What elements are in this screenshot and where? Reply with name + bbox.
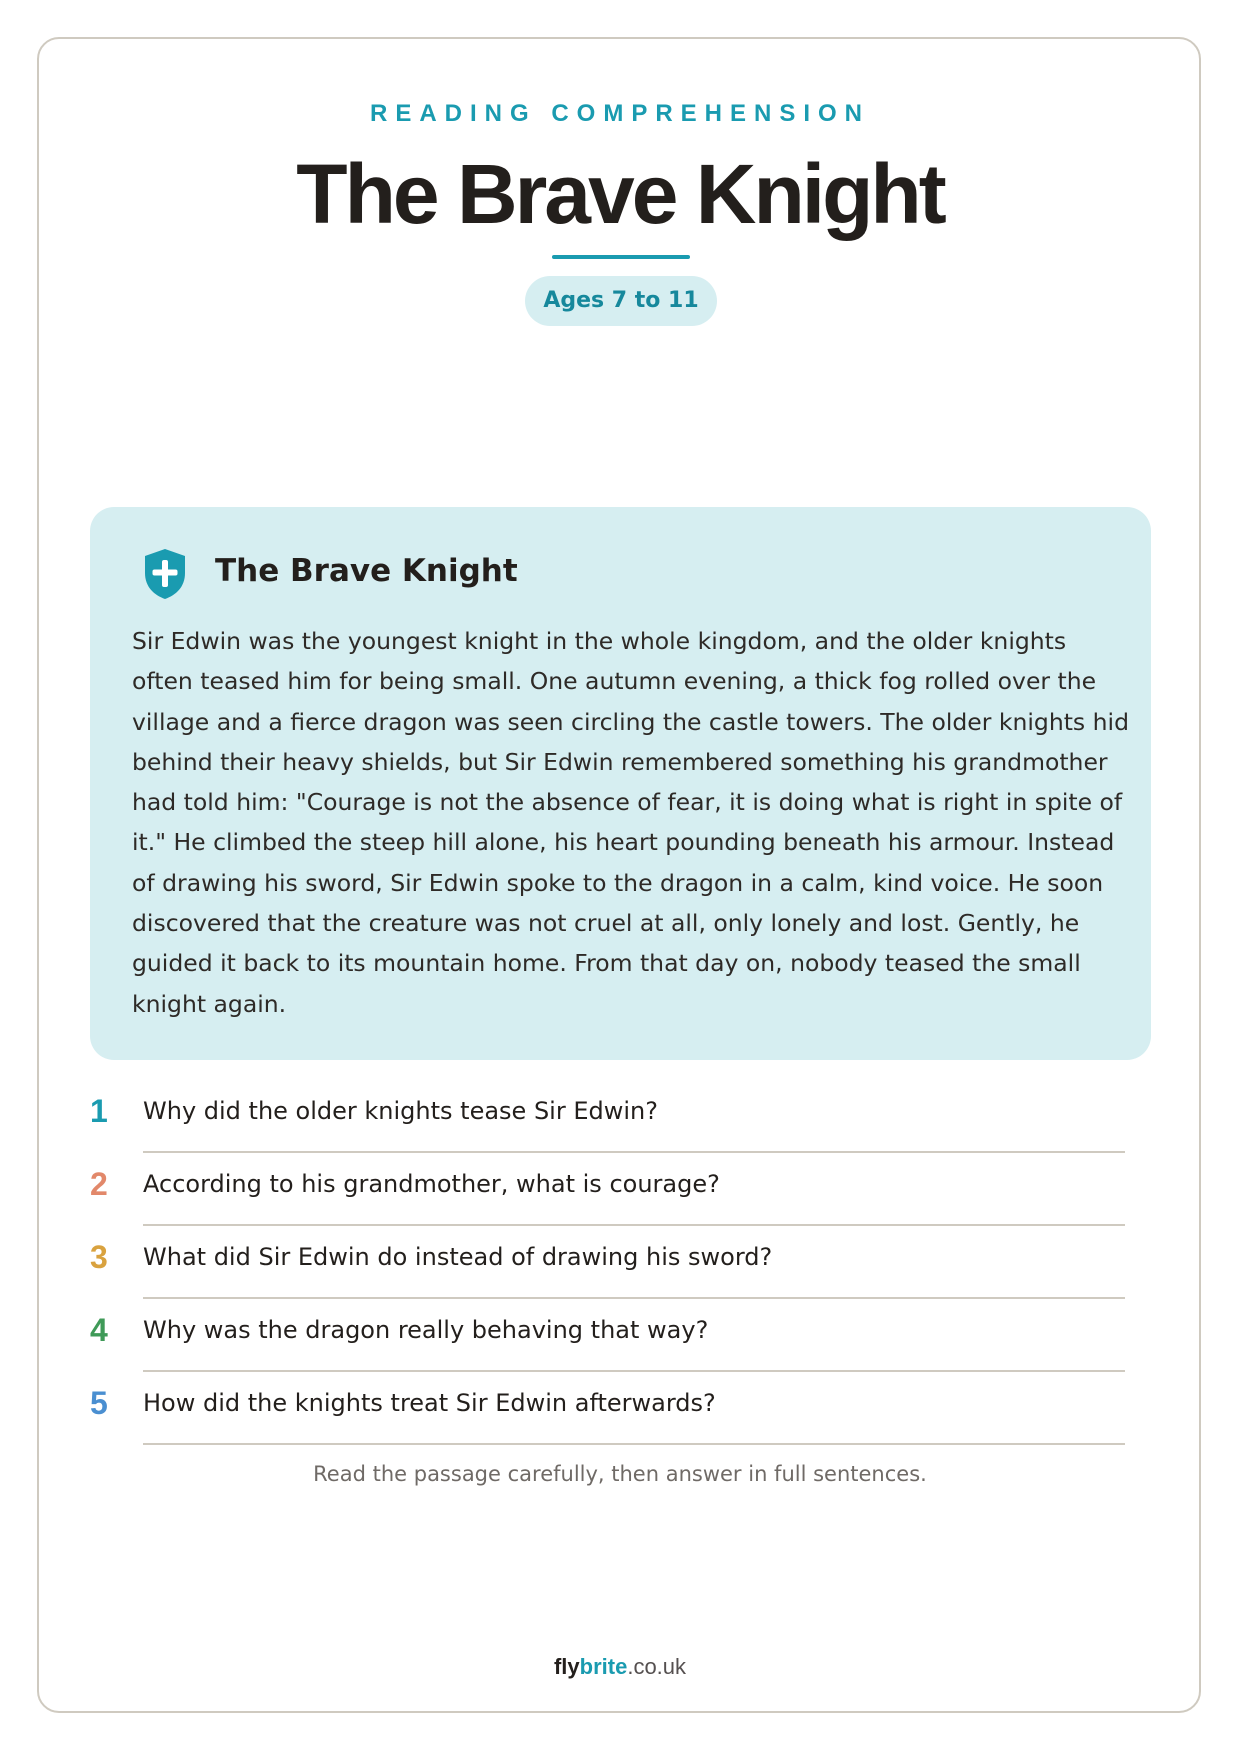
answer-line[interactable]	[143, 1443, 1125, 1445]
question-item[interactable]	[90, 1300, 1125, 1373]
answer-line[interactable]	[143, 1224, 1125, 1226]
brand-footer[interactable]	[0, 1654, 1240, 1680]
question-text: Why did the older knights tease Sir Edwin?	[143, 1097, 658, 1125]
story-panel	[90, 507, 1151, 1060]
question-item[interactable]	[90, 1081, 1125, 1154]
question-item[interactable]	[90, 1373, 1125, 1446]
story-passage: Sir Edwin was the youngest knight in the whole kingdom, and the older knights often teased him for being small. One autumn evening, a thick fog rolled over the village and a fierce dragon was seen circling the castle towers. The older knights hid behind their heavy shields, but Sir Edwin remembered something his grandmother had told him: "Courage is not the absence of fear, it is doing what is right in spite of it." He climbed the steep hill alone, his heart pounding beneath his armour. Instead of drawing his sword, Sir Edwin spoke to the dragon in a calm, kind voice. He soon discovered that the creature was not cruel at all, only lonely and lost. Gently, he guided it back to its mountain home. From that day on, nobody teased the small knight again.	[132, 627, 1129, 1018]
story-title: The Brave Knight	[215, 553, 518, 589]
question-number: 5	[90, 1385, 108, 1421]
question-item[interactable]	[90, 1227, 1125, 1300]
question-text: What did Sir Edwin do instead of drawing his sword?	[143, 1243, 773, 1271]
title-underline	[552, 255, 690, 259]
question-number: 4	[90, 1312, 108, 1348]
question-list	[90, 1081, 1125, 1446]
answer-line[interactable]	[143, 1151, 1125, 1153]
question-text: According to his grandmother, what is courage?	[143, 1170, 720, 1198]
question-item[interactable]	[90, 1154, 1125, 1227]
question-number: 2	[90, 1166, 108, 1202]
shield-cross-icon	[142, 547, 188, 601]
answer-line[interactable]	[143, 1297, 1125, 1299]
brand-name-fly: fly	[553, 1654, 580, 1679]
answer-line[interactable]	[143, 1370, 1125, 1372]
age-badge: Ages 7 to 11	[525, 276, 717, 326]
question-text: Why was the dragon really behaving that way?	[143, 1316, 709, 1344]
question-text: How did the knights treat Sir Edwin afterwards?	[143, 1389, 716, 1417]
page-title: The Brave Knight	[296, 147, 944, 241]
brand-name-brite: brite	[579, 1654, 628, 1679]
brand-domain: .co.uk	[627, 1654, 687, 1679]
question-number: 1	[90, 1093, 108, 1129]
instruction-text: Read the passage carefully, then answer in full sentences.	[313, 1462, 927, 1486]
worksheet-category: READING COMPREHENSION	[369, 100, 871, 127]
question-number: 3	[90, 1239, 108, 1275]
